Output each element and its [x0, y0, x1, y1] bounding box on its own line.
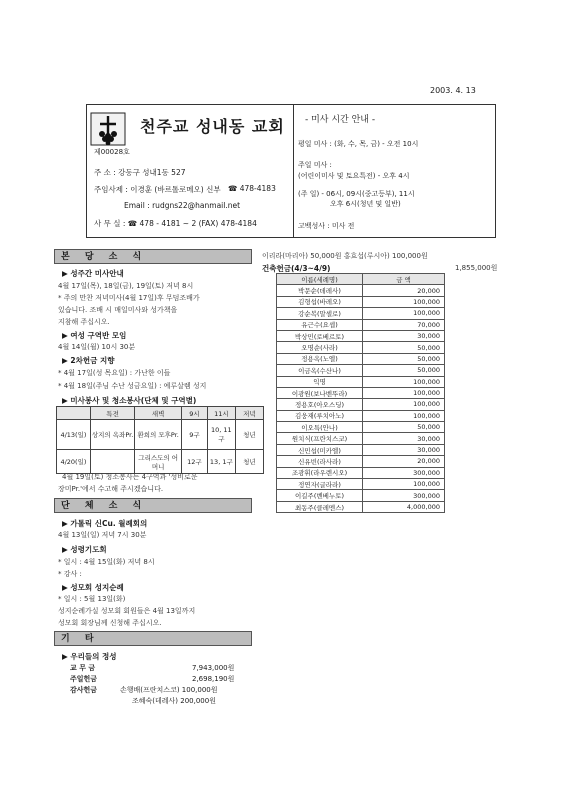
building-fund-table: [276, 273, 445, 513]
offerings-title: ▶ 우리들의 정성: [62, 652, 117, 661]
building-fund-title: 건축헌금(4/3~4/9): [262, 264, 331, 273]
table-cell: 환희의 모후Pr.: [135, 420, 182, 450]
offering-label: 교 무 금: [70, 664, 96, 672]
table-row: [277, 433, 445, 444]
pastor-line: 주임사제 : 이경훈 (바르톨로메오) 신부: [94, 185, 221, 194]
donation-amount: 20,000: [363, 285, 445, 296]
cu-meeting-title: ▶ 가톨릭 신Cu. 월례회의: [62, 519, 148, 528]
table-row: [277, 490, 445, 501]
donation-amount: 30,000: [363, 444, 445, 455]
donation-amount: 100,000: [363, 410, 445, 421]
offering-value: 조혜숙(데레사) 200,000원: [132, 697, 216, 705]
table-header-cell: 금 액: [363, 274, 445, 285]
donor-name: 정용호(아오스딩): [277, 399, 363, 410]
church-title: 천주교 성내동 교회: [140, 117, 285, 136]
donor-name: 유근수(요셉): [277, 319, 363, 330]
donation-amount: 300,000: [363, 467, 445, 478]
table-cell: 상지의 옥좌Pr.: [90, 420, 134, 450]
prayer-meeting-title: ▶ 성령기도회: [62, 545, 107, 554]
table-row: [277, 456, 445, 467]
donation-amount: 100,000: [363, 479, 445, 490]
parish-news-header: 본 당 소 식: [54, 249, 252, 264]
table-row: [277, 501, 445, 512]
table-row: [277, 444, 445, 455]
table-row: [277, 330, 445, 341]
table-header-cell: 11시: [207, 407, 235, 420]
collection-line: * 4월 18일(주님 수난 성금요일) : 예루살렘 성지: [58, 382, 207, 390]
table-header-cell: 새벽: [135, 407, 182, 420]
church-address: 주 소 : 강동구 성내1동 527: [94, 168, 186, 177]
donor-name: 김웅재(루치아노): [277, 410, 363, 421]
donation-amount: 100,000: [363, 296, 445, 307]
donor-name: 오명순(사라): [277, 342, 363, 353]
etc-header: 기 타: [54, 631, 252, 646]
group-news-header: 단 체 소 식: [54, 498, 252, 513]
donor-name: 이금옥(수산나): [277, 365, 363, 376]
table-row: [277, 296, 445, 307]
holy-week-line: * 주의 만찬 저녁미사(4월 17일)후 무덤조배가: [58, 294, 200, 302]
collection-line: * 4월 17일(성 목요일) : 가난한 이들: [58, 369, 171, 377]
table-header-cell: [57, 407, 91, 420]
table-row: [277, 479, 445, 490]
table-cell: 청년: [235, 420, 263, 450]
donation-amount: 50,000: [363, 353, 445, 364]
confession-time: 고백성사 : 미사 전: [298, 222, 355, 230]
table-row: [277, 285, 445, 296]
table-header-cell: 이름(세례명): [277, 274, 363, 285]
donor-name: 이길주(벤베누토): [277, 490, 363, 501]
donor-name: 정용옥(노엘): [277, 353, 363, 364]
donor-name: 박문순(데레사): [277, 285, 363, 296]
donor-name: 이광원(보나벤뚜라): [277, 387, 363, 398]
table-row: [277, 308, 445, 319]
pilgrimage-line: 성모회 회장님께 신청해 주십시오.: [58, 619, 162, 627]
donation-amount: 100,000: [363, 376, 445, 387]
table-row: [277, 422, 445, 433]
table-cell: 4/20(일): [57, 450, 91, 474]
mass-times-title: - 미사 시간 안내 -: [305, 115, 376, 125]
donation-top-line: 이리라(마리아) 50,000원 홍효섭(루시아) 100,000원: [262, 252, 428, 260]
table-cell: [90, 450, 134, 474]
table-row: [57, 450, 264, 474]
saturday-mass: (어린이미사 및 토요특전) - 오후 4시: [298, 172, 410, 180]
donor-name: 신민섭(미카엘): [277, 444, 363, 455]
donation-amount: 20,000: [363, 456, 445, 467]
sunday-mass-label: 주일 미사 :: [298, 161, 332, 169]
table-row: [277, 319, 445, 330]
table-header-cell: 저녁: [235, 407, 263, 420]
offering-label: 주일헌금: [70, 675, 98, 683]
holy-week-line: 4월 17일(목), 18일(금), 19일(토) 저녁 8시: [58, 282, 194, 290]
pilgrimage-line: 성지순례가실 성모회 회원들은 4월 13일까지: [58, 607, 196, 615]
donor-name: 정연자(글라라): [277, 479, 363, 490]
issue-number: 제00028호: [94, 148, 130, 156]
table-header-row: [57, 407, 264, 420]
service-duty-title: ▶ 미사봉사 및 청소봉사(단체 및 구역별): [62, 396, 197, 405]
donor-name: 박상민(로베르토): [277, 330, 363, 341]
table-row: [277, 376, 445, 387]
donation-amount: 100,000: [363, 308, 445, 319]
issue-date: 2003. 4. 13: [430, 86, 476, 95]
holy-week-line: 있습니다. 조배 시 매일미사와 성가책을: [58, 306, 178, 314]
donation-amount: 300,000: [363, 490, 445, 501]
table-header-row: [277, 274, 445, 285]
table-header-cell: 특전: [90, 407, 134, 420]
service-schedule-table: [56, 406, 264, 474]
donor-name: 강순복(말셀로): [277, 308, 363, 319]
donation-amount: 30,000: [363, 330, 445, 341]
table-cell: 13, 1구: [207, 450, 235, 474]
donor-name: 신유빈(라사라): [277, 456, 363, 467]
pilgrimage-title: ▶ 성모회 성지순례: [62, 583, 124, 592]
table-cell: 청년: [235, 450, 263, 474]
table-cell: 12구: [182, 450, 208, 474]
offering-value: 손행배(프란치스코) 100,000원: [120, 686, 218, 694]
cu-meeting-line: 4월 13일(일) 저녁 7시 30분: [58, 531, 147, 539]
donor-name: 익명: [277, 376, 363, 387]
donor-name: 원치식(프란치스코): [277, 433, 363, 444]
church-logo-icon: [90, 112, 126, 146]
donor-name: 최동주(클레멘스): [277, 501, 363, 512]
donation-amount: 50,000: [363, 342, 445, 353]
pastor-phone: ☎ 478-4183: [228, 184, 276, 193]
weekday-mass: 평일 미사 : (화, 수, 목, 금) - 오전 10시: [298, 140, 419, 148]
table-cell: 10, 11구: [207, 420, 235, 450]
building-fund-total: 1,855,000원: [455, 264, 498, 272]
offering-value: 2,698,190원: [192, 675, 235, 683]
donation-amount: 100,000: [363, 387, 445, 398]
table-row: [57, 420, 264, 450]
prayer-meeting-line: * 일시 : 4월 15일(화) 저녁 8시: [58, 558, 155, 566]
donor-name: 이오특(안나): [277, 422, 363, 433]
pilgrimage-line: * 일시 : 5월 13일(화): [58, 595, 126, 603]
women-group-title: ▶ 여성 구역반 모임: [62, 331, 127, 340]
women-group-line: 4월 14일(월) 10시 30분: [58, 343, 136, 351]
prayer-meeting-line: * 강사 :: [58, 570, 82, 578]
donation-amount: 50,000: [363, 422, 445, 433]
table-row: [277, 467, 445, 478]
donation-amount: 100,000: [363, 399, 445, 410]
offering-value: 7,943,000원: [192, 664, 235, 672]
table-row: [277, 353, 445, 364]
table-row: [277, 365, 445, 376]
table-cell: 9구: [182, 420, 208, 450]
holy-week-title: ▶ 성주간 미사안내: [62, 269, 124, 278]
table-header-cell: 9시: [182, 407, 208, 420]
donation-amount: 30,000: [363, 433, 445, 444]
donor-name: 김형섭(바레오): [277, 296, 363, 307]
table-cell: 그리스도의 어머니: [135, 450, 182, 474]
cleaning-note: 장미Pr.'에서 수고해 주시겠습니다.: [58, 485, 164, 493]
table-cell: 4/13(일): [57, 420, 91, 450]
email-line: Email : rudgns22@hanmail.net: [124, 201, 241, 210]
table-row: [277, 387, 445, 398]
offering-label: 감사헌금: [70, 686, 98, 694]
sunday-mass-evening: 오후 6시(청년 및 일반): [330, 200, 401, 208]
table-row: [277, 399, 445, 410]
donor-name: 조광휘(라우렌시오): [277, 467, 363, 478]
donation-amount: 70,000: [363, 319, 445, 330]
office-line: 사 무 실 : ☎ 478 - 4181 ~ 2 (FAX) 478-4184: [94, 219, 257, 228]
donation-amount: 50,000: [363, 365, 445, 376]
cleaning-note: 4월 19일(토) 청소봉사는 4구역과 '성비로운: [62, 473, 198, 481]
header-divider: [293, 105, 294, 237]
holy-week-line: 지참해 주십시오.: [58, 318, 110, 326]
collection-title: ▶ 2차헌금 지향: [62, 356, 115, 365]
sunday-mass-morning: (주 일) - 06시, 09시(중고등부), 11시: [298, 190, 415, 198]
donation-amount: 4,000,000: [363, 501, 445, 512]
table-row: [277, 342, 445, 353]
table-row: [277, 410, 445, 421]
